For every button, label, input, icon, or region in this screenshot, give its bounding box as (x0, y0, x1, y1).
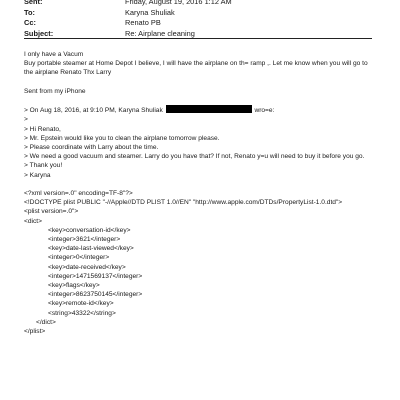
quote-line: > Please coordinate with Larry about the time. (24, 144, 159, 151)
plist-open-tag: <plist version=.0"> (24, 208, 79, 216)
cc-row (24, 18, 394, 29)
body-line: Buy portable steamer at Home Depot I believe, I will have the airplane on th= ramp ,. Let me know when you will go to (24, 60, 368, 68)
subject-value: Re: Airplane cleaning (125, 28, 195, 38)
doctype-line: <!DOCTYPE plist PUBLIC "-//Apple//DTD PLIST 1.0//EN" "http://www.apple.com/DTDs/PropertyList-1.0.dtd"> (24, 199, 343, 207)
quote-line: > Hi Renato, (24, 125, 61, 133)
plist-entry: <key>date-last-viewed</key> (48, 245, 134, 253)
redaction-block (166, 105, 252, 113)
quote-line: > (24, 116, 28, 124)
to-value: Karyna Shuliak (125, 7, 175, 17)
plist-entry: <key>remote-id</key> (48, 300, 114, 308)
quote-line: > We need a good vacuum and steamer. Larry do you have that? If not, Renato y=u will need to buy it before you go. (24, 153, 365, 161)
spacer (24, 180, 394, 189)
sent-from-signature: Sent from my iPhone (24, 87, 86, 95)
cc-value: Renato PB (125, 18, 161, 27)
plist-entry: <integer>0</integer> (48, 254, 110, 262)
to-label: To: (24, 7, 35, 17)
quote-header (24, 105, 394, 115)
plist-entry: <key>flags</key> (48, 282, 100, 290)
plist-entry: <integer>1471569137</integer> (48, 272, 143, 280)
spacer (24, 78, 394, 87)
body-line: I only have a Vacum (24, 51, 84, 58)
dict-open-tag: <dict> (24, 217, 42, 225)
cc-label: Cc: (24, 18, 36, 27)
quote-line: > Thank you! (24, 162, 63, 170)
xml-declaration: <?xml version=.0" encoding=TF-8"?> (24, 190, 133, 197)
email-body (24, 50, 394, 336)
sent-row (24, 0, 394, 8)
header-divider (24, 38, 372, 39)
plist-close-tag: </plist> (24, 328, 46, 336)
email-header (24, 0, 394, 39)
subject-label: Subject: (24, 28, 54, 38)
to-row (24, 8, 394, 19)
quote-line: > Mr. Epstein would like you to clean the airplane tomorrow please. (24, 134, 220, 142)
spacer (24, 96, 394, 105)
plist-entry: <key>conversation-id</key> (48, 226, 131, 234)
dict-close-tag: </dict> (36, 318, 56, 326)
plist-entry: <key>date-received</key> (48, 263, 126, 271)
plist-entry: <integer>3621</integer> (48, 236, 121, 244)
plist-entry: <string>43322</string> (48, 309, 116, 317)
sent-value: Friday, August 19, 2016 1:12 AM (125, 0, 232, 6)
sent-label: Sent: (24, 0, 43, 6)
quote-header-tail: wro=e: (254, 107, 275, 115)
body-line: the airplane Renato Thx Larry (24, 69, 112, 77)
quote-header-text: > On Aug 18, 2016, at 9:10 PM, Karyna Shuliak (24, 107, 163, 115)
quote-line: > Karyna (24, 171, 51, 179)
plist-entry: <integer>8623750145</integer> (48, 291, 143, 299)
